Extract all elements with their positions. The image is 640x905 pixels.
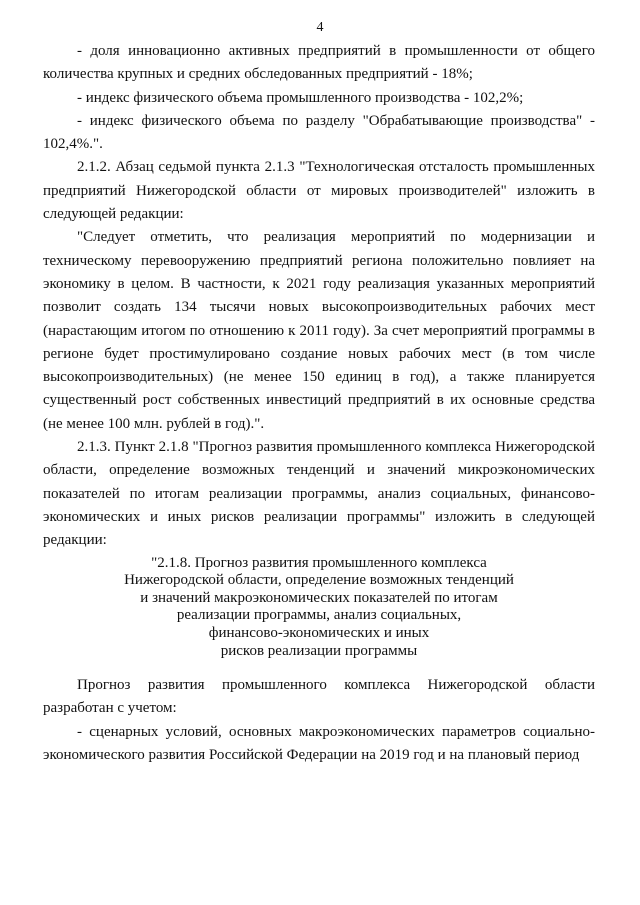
page-number: 4 bbox=[316, 20, 324, 35]
paragraph-2-1-3: 2.1.3. Пункт 2.1.8 "Прогноз развития промышленного комплекса Нижегородской области, определение возможных тенденций и значений микроэкономических показателей по итогам реализации программы, анализ социальных, финансово-экономических и иных рисков реализации программы" изложить в следующей редакции: bbox=[43, 439, 595, 549]
heading-line: Нижегородской области, определение возможных тенденций bbox=[124, 572, 514, 589]
heading-line: "2.1.8. Прогноз развития промышленного комплекса bbox=[151, 554, 487, 571]
section-heading bbox=[43, 555, 595, 661]
paragraph-forecast-basis: Прогноз развития промышленного комплекса Нижегородской области разработан с учетом: bbox=[43, 677, 595, 717]
paragraph-production-index: - индекс физического объема промышленного производства - 102,2%; bbox=[77, 89, 524, 106]
heading-line: реализации программы, анализ социальных, bbox=[176, 607, 462, 624]
heading-line: и значений макроэкономических показателей по итогам bbox=[140, 589, 498, 606]
heading-line: финансово-экономических и иных bbox=[208, 624, 430, 641]
paragraph-quote-modernization: "Следует отметить, что реализация мероприятий по модернизации и техническому перевооружению предприятий региона положительно повлияет на экономику в целом. В частности, к 2021 году реализация указанных мероприятий позволит создать 134 тысячи новых высокопроизводительных рабочих мест (нарастающим итогом по отношению к 2011 году). За счет мероприятий программы в регионе будет простимулировано создание новых рабочих мест (в том числе высокопроизводительных) (не менее 150 единиц в год), а также планируется существенный рост собственных инвестиций предприятий в их основные средства (не менее 100 млн. рублей в год).". bbox=[43, 229, 595, 432]
document-body bbox=[43, 40, 595, 767]
paragraph-manufacturing-index: - индекс физического объема по разделу "Обрабатывающие производства" - 102,4%.". bbox=[43, 112, 595, 153]
paragraph-scenario-conditions: - сценарных условий, основных макроэкономических параметров социально-экономического развития Российской Федерации на 2019 год и на плановый период bbox=[43, 723, 595, 763]
paragraph-innovation-share: - доля инновационно активных предприятий в промышленности от общего количества крупных и средних обследованных предприятий - 18%; bbox=[43, 43, 595, 83]
paragraph-2-1-2: 2.1.2. Абзац седьмой пункта 2.1.3 "Технологическая отсталость промышленных предприятий Нижегородской области от мировых производителей" изложить в следующей редакции: bbox=[43, 159, 595, 223]
heading-line: рисков реализации программы bbox=[220, 642, 418, 659]
